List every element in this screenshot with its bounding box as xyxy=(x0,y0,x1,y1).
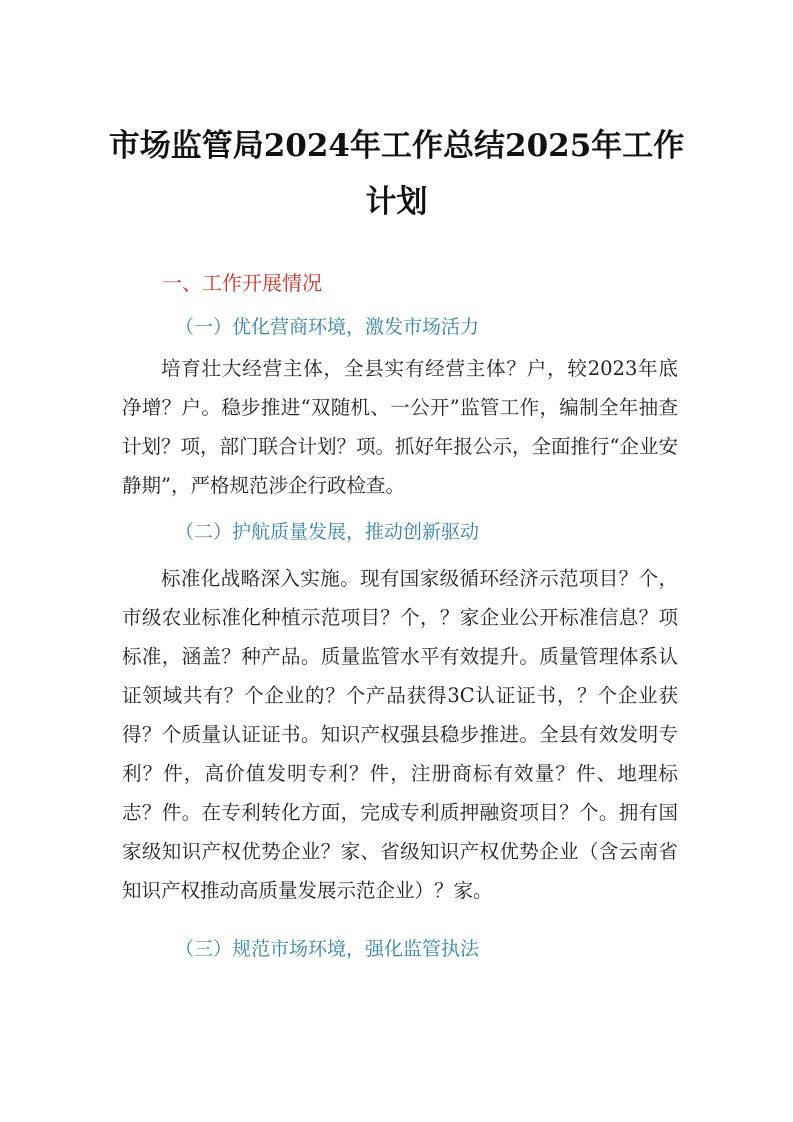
document-title: 市场监管局2024年工作总结2025年工作计划 xyxy=(108,128,685,220)
paragraph-1: 培育壮大经营主体，全县实有经营主体？户，较2023年底净增？户。稳步推进“双随机、一公开”监管工作，编制全年抽查计划？项，部门联合计划？项。抓好年报公示，全面推行“企业安静期”，严格规范涉企行政检查。 xyxy=(122,357,678,497)
subsection-heading-2: （二）护航质量发展，推动创新驱动 xyxy=(175,521,480,543)
section-heading-1: 一、工作开展情况 xyxy=(162,271,322,295)
subsection-heading-3: （三）规范市场环境，强化监管执法 xyxy=(175,938,480,960)
paragraph-2: 标准化战略深入实施。现有国家级循环经济示范项目？个，市级农业标准化种植示范项目？个，？家企业公开标准信息？项标准，涵盖？种产品。质量监管水平有效提升。质量管理体系认证领域共有？个企业的？个产品获得3C认证证书，？个企业获得？个质量认证证书。知识产权强县稳步推进。全县有效发明专利？件，高价值发明专利？件，注册商标有效量？件、地理标志？件。在专利转化方面，完成专利质押融资项目？个。拥有国家级知识产权优势企业？家、省级知识产权优势企业（含云南省知识产权推动高质量发展示范企业）？家。 xyxy=(122,567,678,902)
subsection-heading-1: （一）优化营商环境，激发市场活力 xyxy=(175,316,480,338)
